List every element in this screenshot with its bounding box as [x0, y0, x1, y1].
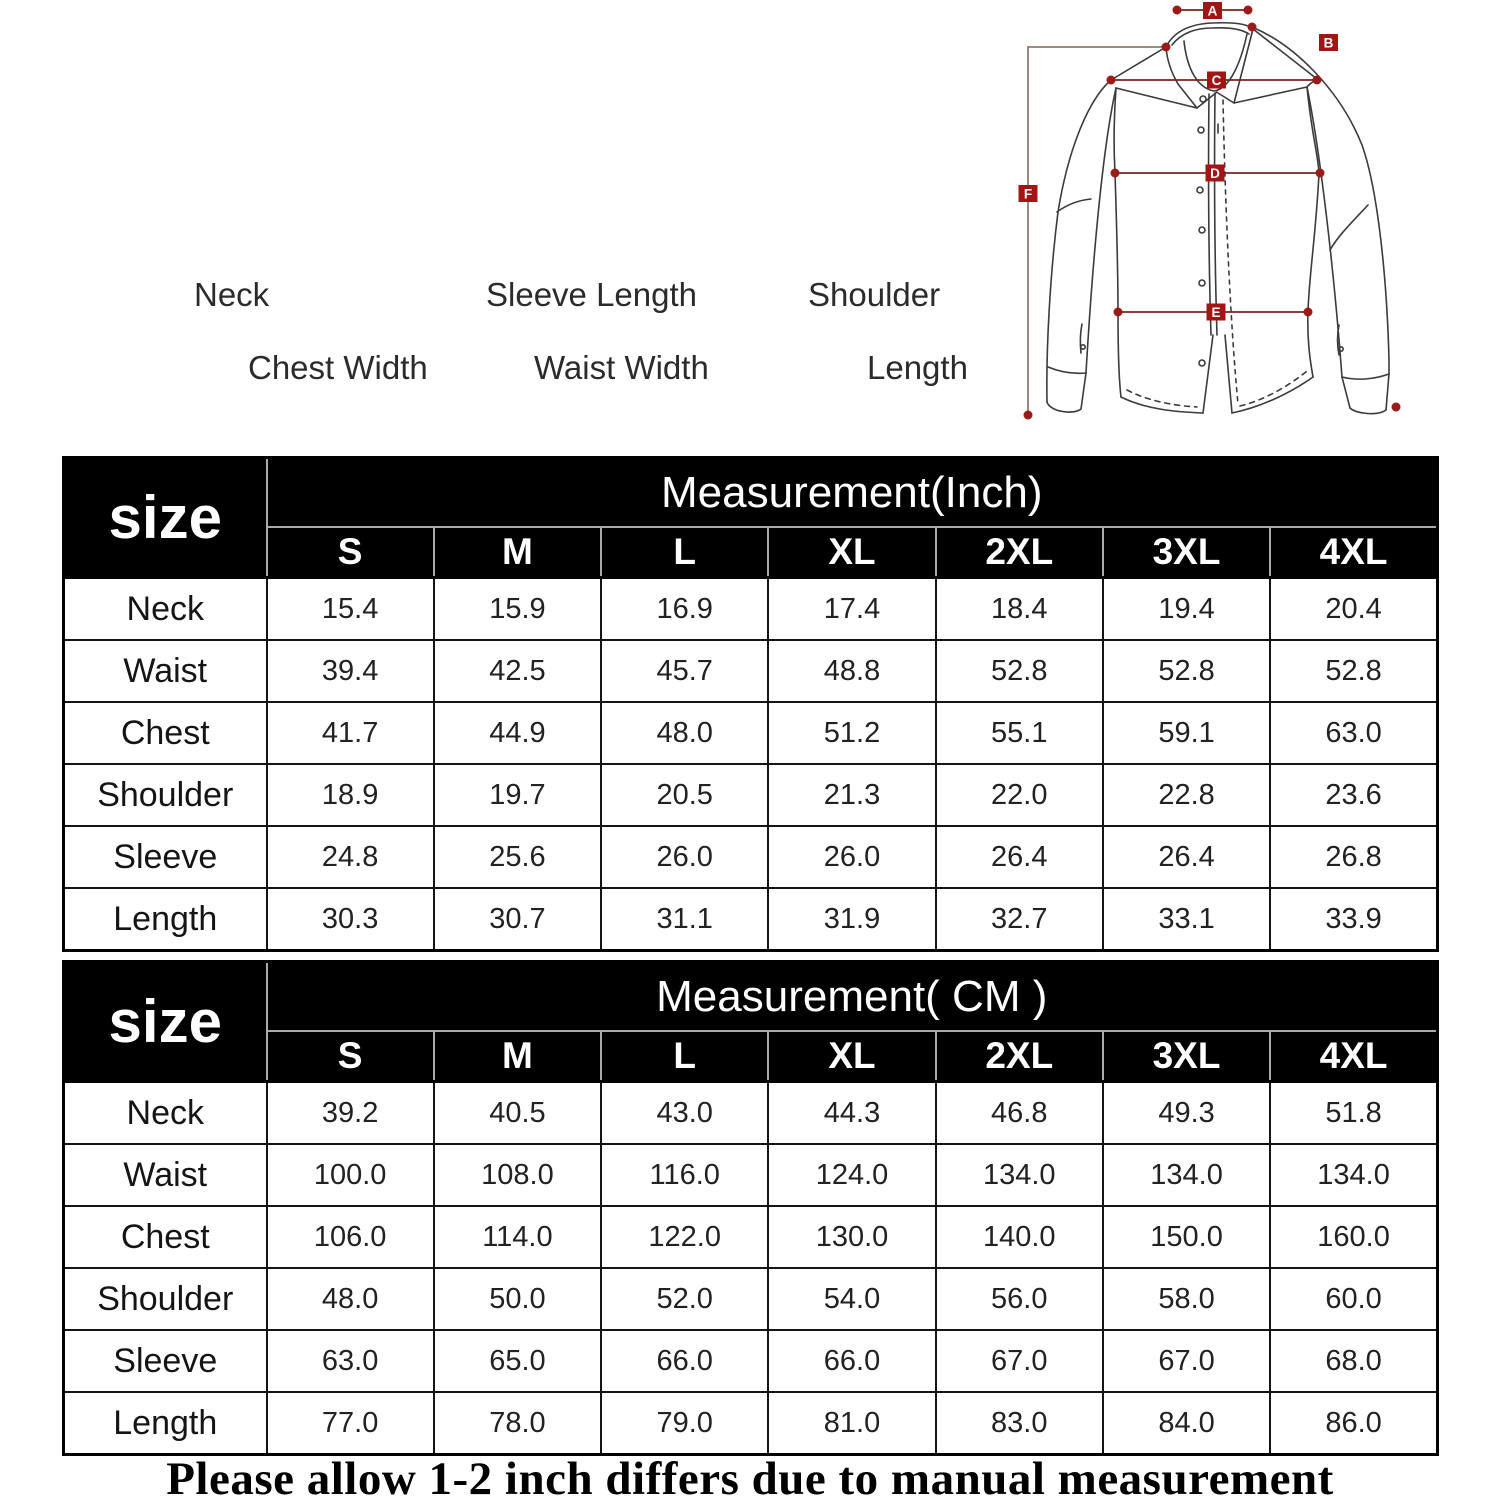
row-label: Waist: [64, 1144, 267, 1206]
legend-label: Sleeve Length: [486, 276, 698, 313]
table-row: [64, 640, 1438, 702]
column-header: 2XL: [936, 527, 1103, 578]
measurement-cell: 150.0: [1103, 1206, 1270, 1268]
row-label: Shoulder: [64, 764, 267, 826]
row-label: Sleeve: [64, 826, 267, 888]
column-header: 3XL: [1103, 527, 1270, 578]
marker-c-badge: [1207, 72, 1226, 89]
legend-label: Length: [867, 349, 968, 386]
legend-d-badge-icon: D: [194, 350, 217, 385]
table-row: [64, 1031, 1438, 1082]
measure-dots: [1024, 3, 1401, 420]
size-table-inch: [62, 456, 1439, 952]
measurement-cell: 26.8: [1270, 826, 1437, 888]
measurement-cell: 25.6: [434, 826, 601, 888]
row-label: Neck: [64, 1082, 267, 1145]
measurement-cell: 33.9: [1270, 888, 1437, 951]
marker-f-badge: [1019, 185, 1038, 202]
marker-a-badge: [1203, 2, 1222, 19]
measurement-cell: 22.8: [1103, 764, 1270, 826]
measurement-cell: 49.3: [1103, 1082, 1270, 1145]
measurement-cell: 67.0: [1103, 1330, 1270, 1392]
measurement-cell: 52.8: [936, 640, 1103, 702]
row-label: Chest: [64, 1206, 267, 1268]
measurement-cell: 114.0: [434, 1206, 601, 1268]
shirt-diagram-svg: [990, 0, 1500, 440]
column-header: L: [601, 527, 768, 578]
measurement-cell: 23.6: [1270, 764, 1437, 826]
measurement-cell: 44.9: [434, 702, 601, 764]
measurement-cell: 134.0: [1270, 1144, 1437, 1206]
legend-label: Chest Width: [248, 349, 428, 386]
row-label: Chest: [64, 702, 267, 764]
measurement-cell: 52.8: [1103, 640, 1270, 702]
measurement-cell: 81.0: [768, 1392, 935, 1455]
legend-item-neck: [133, 271, 269, 319]
legend-e-badge-icon: E: [481, 350, 502, 385]
measurement-cell: 48.8: [768, 640, 935, 702]
column-header: 3XL: [1103, 1031, 1270, 1082]
marker-f-letter: F: [1023, 186, 1033, 202]
measurement-cell: 51.2: [768, 702, 935, 764]
table-row: [64, 527, 1438, 578]
table-row: [64, 702, 1438, 764]
marker-e-letter: E: [1211, 305, 1221, 320]
measurement-cell: 26.4: [936, 826, 1103, 888]
column-header: L: [601, 1031, 768, 1082]
measurement-cell: 66.0: [768, 1330, 935, 1392]
measurement-cell: 26.0: [601, 826, 768, 888]
shirt-measurement-diagram: [990, 0, 1500, 440]
measurement-cell: 32.7: [936, 888, 1103, 951]
measurement-cell: 20.5: [601, 764, 768, 826]
column-header: 2XL: [936, 1031, 1103, 1082]
measurement-cell: 160.0: [1270, 1206, 1437, 1268]
measurement-cell: 24.8: [267, 826, 434, 888]
measurement-cell: 52.0: [601, 1268, 768, 1330]
measurement-cell: 48.0: [267, 1268, 434, 1330]
measurement-cell: 50.0: [434, 1268, 601, 1330]
table-row: [64, 826, 1438, 888]
table-row: [64, 458, 1438, 528]
measurement-cell: 79.0: [601, 1392, 768, 1455]
table-row: [64, 1206, 1438, 1268]
measurement-cell: 22.0: [936, 764, 1103, 826]
row-label: Neck: [64, 578, 267, 641]
column-header: S: [267, 1031, 434, 1082]
measurement-cell: 18.4: [936, 578, 1103, 641]
measurement-cell: 20.4: [1270, 578, 1437, 641]
column-header: XL: [768, 1031, 935, 1082]
measurement-cell: 26.0: [768, 826, 935, 888]
legend-c-badge-icon: C: [754, 277, 777, 312]
column-header: XL: [768, 527, 935, 578]
size-corner-label: size: [64, 458, 267, 578]
column-header: 4XL: [1270, 527, 1437, 578]
column-header: M: [434, 1031, 601, 1082]
measurement-cell: 30.3: [267, 888, 434, 951]
measurement-cell: 134.0: [1103, 1144, 1270, 1206]
table-row: [64, 1144, 1438, 1206]
measurement-cell: 44.3: [768, 1082, 935, 1145]
measurement-cell: 45.7: [601, 640, 768, 702]
measurement-cell: 106.0: [267, 1206, 434, 1268]
measurement-cell: 41.7: [267, 702, 434, 764]
measurement-cell: 40.5: [434, 1082, 601, 1145]
legend-item-chest-width: [187, 344, 428, 392]
measurement-cell: 46.8: [936, 1082, 1103, 1145]
table-row: [64, 1392, 1438, 1455]
measurement-cell: 130.0: [768, 1206, 935, 1268]
marker-d-letter: D: [1210, 166, 1220, 181]
measurement-cell: 51.8: [1270, 1082, 1437, 1145]
measurement-cell: 58.0: [1103, 1268, 1270, 1330]
measurement-cell: 63.0: [1270, 702, 1437, 764]
row-label: Length: [64, 888, 267, 951]
table-row: [64, 1082, 1438, 1145]
row-label: Length: [64, 1392, 267, 1455]
measurement-cell: 134.0: [936, 1144, 1103, 1206]
measurement-cell: 55.1: [936, 702, 1103, 764]
legend-item-length: [806, 344, 968, 392]
row-label: Sleeve: [64, 1330, 267, 1392]
legend-a-badge-icon: A: [140, 277, 163, 312]
size-corner-label: size: [64, 962, 267, 1082]
marker-c-letter: C: [1211, 73, 1222, 88]
measurement-cell: 108.0: [434, 1144, 601, 1206]
size-table-cm: [62, 960, 1439, 1456]
legend-item-shoulder: [747, 271, 940, 319]
measurement-cell: 43.0: [601, 1082, 768, 1145]
measurement-cell: 54.0: [768, 1268, 935, 1330]
measurement-cell: 100.0: [267, 1144, 434, 1206]
column-header: M: [434, 527, 601, 578]
table-row: [64, 962, 1438, 1032]
legend-item-sleeve-length: [425, 271, 697, 319]
measurement-cell: 124.0: [768, 1144, 935, 1206]
measurement-cell: 19.7: [434, 764, 601, 826]
measurement-cell: 65.0: [434, 1330, 601, 1392]
row-label: Waist: [64, 640, 267, 702]
measurement-cell: 15.9: [434, 578, 601, 641]
legend-label: Shoulder: [808, 276, 941, 313]
measurement-cell: 48.0: [601, 702, 768, 764]
legend-f-badge-icon: F: [815, 350, 834, 385]
measurement-cell: 52.8: [1270, 640, 1437, 702]
table-row: [64, 578, 1438, 641]
measurement-cell: 83.0: [936, 1392, 1103, 1455]
legend-b-badge-icon: B: [432, 277, 455, 312]
table-row: [64, 764, 1438, 826]
measurement-cell: 42.5: [434, 640, 601, 702]
measurement-cell: 78.0: [434, 1392, 601, 1455]
measurement-cell: 122.0: [601, 1206, 768, 1268]
measurement-cell: 16.9: [601, 578, 768, 641]
legend-item-waist-width: [473, 344, 709, 392]
measurement-cell: 31.1: [601, 888, 768, 951]
measurement-cell: 19.4: [1103, 578, 1270, 641]
legend-label: Neck: [194, 276, 270, 313]
column-header: 4XL: [1270, 1031, 1437, 1082]
measurement-cell: 63.0: [267, 1330, 434, 1392]
measurement-cell: 56.0: [936, 1268, 1103, 1330]
marker-e-badge: [1207, 304, 1226, 321]
measurement-cell: 18.9: [267, 764, 434, 826]
measurement-cell: 68.0: [1270, 1330, 1437, 1392]
table-row: [64, 888, 1438, 951]
table-row: [64, 1330, 1438, 1392]
marker-d-badge: [1206, 165, 1225, 182]
measurement-cell: 116.0: [601, 1144, 768, 1206]
marker-b-badge: [1319, 34, 1338, 51]
measurement-cell: 39.4: [267, 640, 434, 702]
measurement-cell: 26.4: [1103, 826, 1270, 888]
legend-label: Waist Width: [534, 349, 709, 386]
measurement-disclaimer: Please allow 1-2 inch differs due to manual measurement: [166, 1453, 1334, 1505]
table-row: [64, 1268, 1438, 1330]
measurement-cell: 30.7: [434, 888, 601, 951]
measurement-cell: 17.4: [768, 578, 935, 641]
measurement-cell: 66.0: [601, 1330, 768, 1392]
measurement-cell: 77.0: [267, 1392, 434, 1455]
table-title: Measurement( CM ): [267, 962, 1438, 1032]
measurement-cell: 31.9: [768, 888, 935, 951]
column-header: S: [267, 527, 434, 578]
measurement-cell: 39.2: [267, 1082, 434, 1145]
measurement-cell: 15.4: [267, 578, 434, 641]
measurement-cell: 60.0: [1270, 1268, 1437, 1330]
table-title: Measurement(Inch): [267, 458, 1438, 528]
measurement-cell: 59.1: [1103, 702, 1270, 764]
measurement-cell: 21.3: [768, 764, 935, 826]
measurement-cell: 86.0: [1270, 1392, 1437, 1455]
marker-b-letter: B: [1323, 35, 1334, 51]
measurement-cell: 140.0: [936, 1206, 1103, 1268]
measurement-cell: 84.0: [1103, 1392, 1270, 1455]
measurement-cell: 33.1: [1103, 888, 1270, 951]
row-label: Shoulder: [64, 1268, 267, 1330]
marker-a-letter: A: [1207, 3, 1218, 19]
measurement-cell: 67.0: [936, 1330, 1103, 1392]
